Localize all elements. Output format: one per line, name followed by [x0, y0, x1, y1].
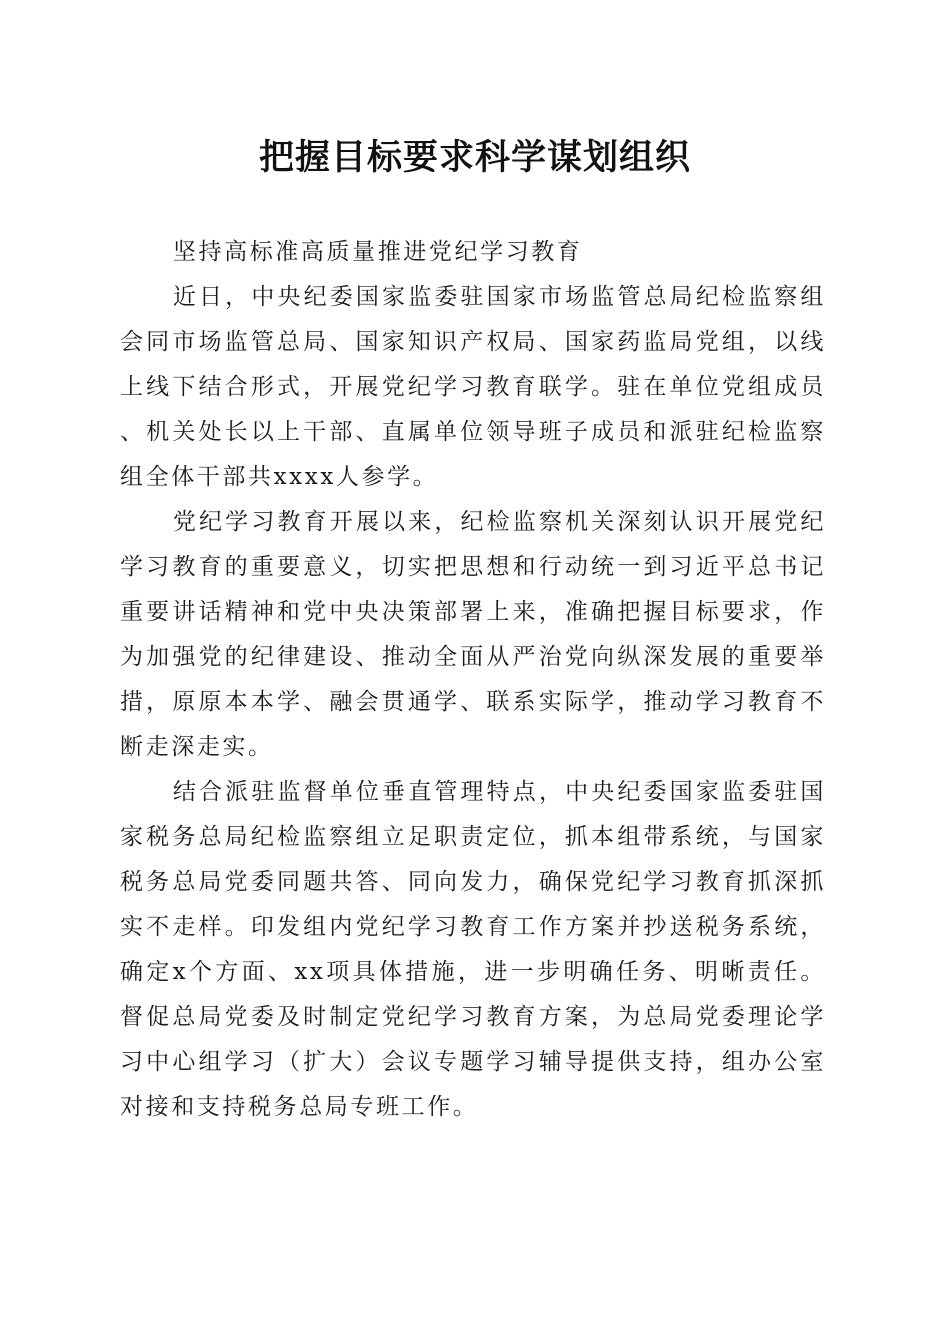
body-paragraph: 党纪学习教育开展以来，纪检监察机关深刻认识开展党纪学习教育的重要意义，切实把思想和行动统一到习近平总书记重要讲话精神和党中央决策部署上来，准确把握目标要求，作为加强党的纪律建设、推动全面从严治党向纵深发展的重要举措，原原本本学、融会贯通学、联系实际学，推动学习教育不断走深走实。 — [120, 509, 826, 760]
document-title: 把握目标要求科学谋划组织 — [258, 137, 691, 178]
body-paragraph: 近日，中央纪委国家监委驻国家市场监管总局纪检监察组会同市场监管总局、国家知识产权局、国家药监局党组，以线上线下结合形式，开展党纪学习教育联学。驻在单位党组成员、机关处长以上干部、直属单位领导班子成员和派驻纪检监察组全体干部共xxxx人参学。 — [120, 284, 826, 490]
subtitle-paragraph: 坚持高标准高质量推进党纪学习教育 — [172, 239, 583, 265]
document-body — [120, 230, 826, 1130]
body-paragraph: 结合派驻监督单位垂直管理特点，中央纪委国家监委驻国家税务总局纪检监察组立足职责定位，抓本组带系统，与国家税务总局党委同题共答、同向发力，确保党纪学习教育抓深抓实不走样。印发组内党纪学习教育工作方案并抄送税务系统，确定x个方面、xx项具体措施，进一步明确任务、明晰责任。督促总局党委及时制定党纪学习教育方案，为总局党委理论学习中心组学习（扩大）会议专题学习辅导提供支持，组办公室对接和支持税务总局专班工作。 — [120, 779, 826, 1120]
